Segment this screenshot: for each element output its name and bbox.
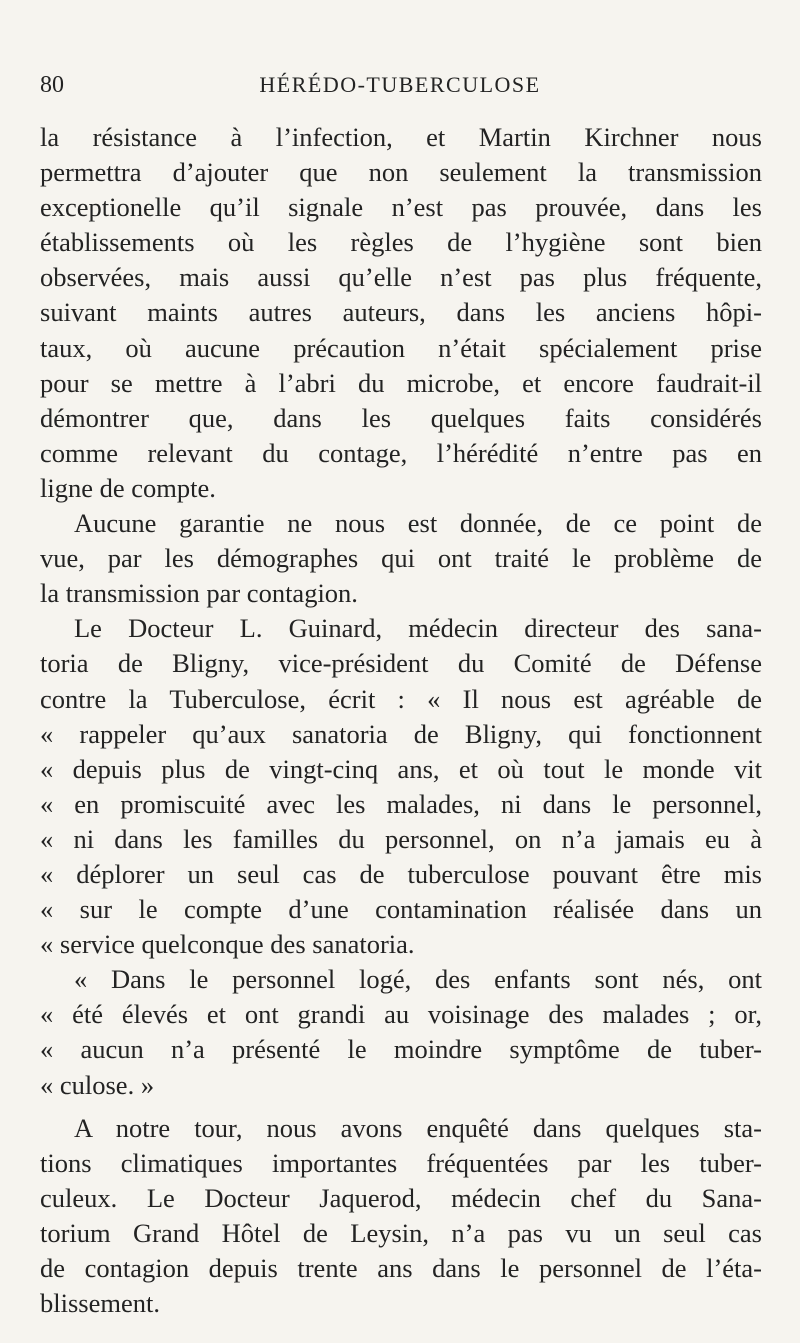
text-line: contre la Tuberculose, écrit : « Il nous est agréable de bbox=[40, 683, 762, 714]
text-line: torium Grand Hôtel de Leysin, n’a pas vu un seul cas bbox=[40, 1217, 762, 1248]
page-header bbox=[40, 72, 760, 106]
text-line: Aucune garantie ne nous est donnée, de ce point de bbox=[74, 508, 762, 539]
page-number: 80 bbox=[40, 72, 64, 98]
text-line: « ni dans les familles du personnel, on n’a jamais eu à bbox=[40, 823, 762, 854]
text-line: vue, par les démographes qui ont traité le problème de bbox=[40, 543, 762, 574]
text-line: « en promiscuité avec les malades, ni dans le personnel, bbox=[40, 788, 762, 819]
text-line: « aucun n’a présenté le moindre symptôme de tuber- bbox=[40, 1034, 762, 1065]
text-line: ligne de compte. bbox=[40, 472, 216, 503]
text-line: « Dans le personnel logé, des enfants sont nés, ont bbox=[74, 964, 762, 995]
text-line: « rappeler qu’aux sanatoria de Bligny, qui fonctionnent bbox=[40, 718, 762, 749]
paragraph-gap bbox=[40, 1103, 762, 1111]
text-line: observées, mais aussi qu’elle n’est pas plus fréquente, bbox=[40, 262, 762, 293]
text-line: toria de Bligny, vice-président du Comité de Défense bbox=[40, 648, 762, 679]
text-line: taux, où aucune précaution n’était spécialement prise bbox=[40, 332, 762, 363]
text-line: exceptionelle qu’il signale n’est pas prouvée, dans les bbox=[40, 192, 762, 223]
text-line: « service quelconque des sanatoria. bbox=[40, 929, 415, 960]
text-line: A notre tour, nous avons enquêté dans quelques sta- bbox=[74, 1112, 762, 1143]
text-line: « sur le compte d’une contamination réalisée dans un bbox=[40, 894, 762, 925]
text-line: « été élevés et ont grandi au voisinage des malades ; or, bbox=[40, 999, 762, 1030]
text-line: « depuis plus de vingt-cinq ans, et où tout le monde vit bbox=[40, 753, 762, 784]
text-line: « culose. » bbox=[40, 1069, 155, 1100]
text-line: démontrer que, dans les quelques faits considérés bbox=[40, 402, 762, 433]
text-line: blissement. bbox=[40, 1288, 160, 1319]
text-line: suivant maints autres auteurs, dans les anciens hôpi- bbox=[40, 297, 762, 328]
text-line: tions climatiques importantes fréquentées par les tuber- bbox=[40, 1147, 762, 1178]
body-text bbox=[40, 120, 762, 1321]
text-line: permettra d’ajouter que non seulement la transmission bbox=[40, 157, 762, 188]
text-line: de contagion depuis trente ans dans le personnel de l’éta- bbox=[40, 1253, 762, 1283]
text-line: la transmission par contagion. bbox=[40, 578, 358, 609]
text-line: pour se mettre à l’abri du microbe, et encore faudrait-il bbox=[40, 367, 762, 398]
text-line: la résistance à l’infection, et Martin Kirchner nous bbox=[40, 122, 762, 152]
text-line: Le Docteur L. Guinard, médecin directeur des sana- bbox=[74, 613, 762, 644]
running-title: HÉRÉDO-TUBERCULOSE bbox=[259, 72, 541, 97]
text-line: culeux. Le Docteur Jaquerod, médecin chef du Sana- bbox=[40, 1182, 762, 1213]
text-line: établissements où les règles de l’hygiène sont bien bbox=[40, 227, 762, 258]
text-line: « déplorer un seul cas de tuberculose pouvant être mis bbox=[40, 858, 762, 889]
text-line: comme relevant du contage, l’hérédité n’entre pas en bbox=[40, 437, 762, 468]
